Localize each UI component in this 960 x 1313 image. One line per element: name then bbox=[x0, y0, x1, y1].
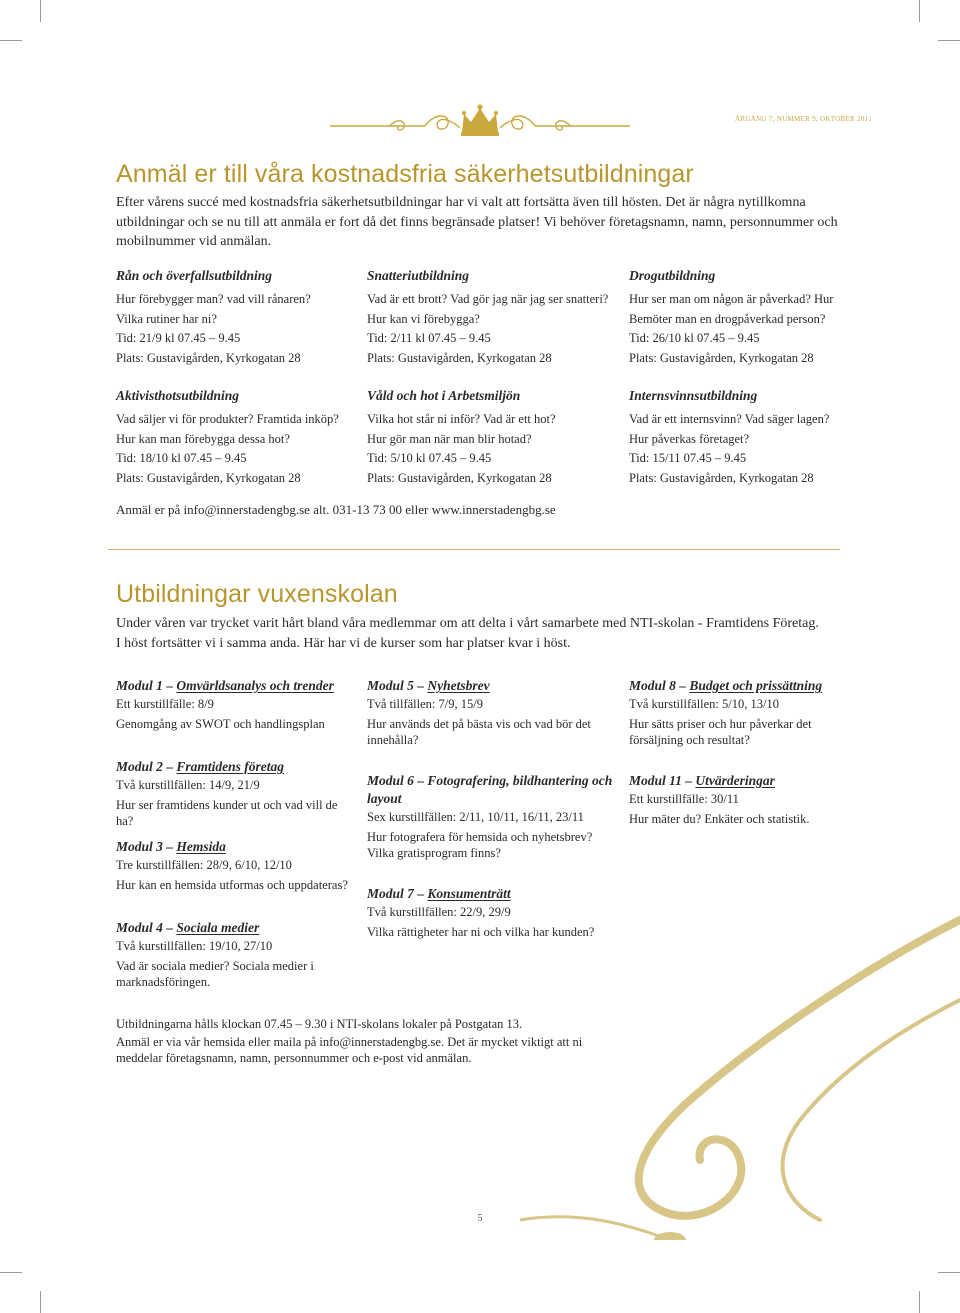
course-aktivisthot bbox=[116, 388, 339, 488]
course-line: Vad är ett internsvinn? Vad säger lagen? bbox=[629, 412, 830, 426]
footer-note: meddelar företagsnamn, namn, personnummer och e-post vid anmälan. bbox=[116, 1051, 472, 1065]
intro-line: utbildningar och se nu till att anmäla er fort då det finns begränsade platser! Vi behöver företagsnamn, namn, personnummer och bbox=[116, 214, 838, 230]
crop-mark bbox=[919, 0, 920, 22]
module-line: Två tillfällen: 7/9, 15/9 bbox=[367, 697, 483, 711]
course-title: Internsvinnsutbildning bbox=[629, 388, 758, 403]
course-internsvinn bbox=[629, 388, 829, 488]
intro-line: Efter vårens succé med kostnadsfria säkerhetsutbildningar har vi valt att fortsätta även till hösten. Det är några nytillkomna bbox=[116, 195, 806, 210]
module-line: Hur fotografera för hemsida och nyhetsbrev? Vilka gratisprogram finns? bbox=[367, 829, 593, 860]
crown-ornament-icon bbox=[330, 100, 630, 145]
intro-line: Under våren var trycket varit hårt bland våra medlemmar om att delta i vårt samarbete med NTI-skolan - Framtidens Företag. bbox=[116, 616, 819, 631]
course-line: Vad säljer vi för produkter? Framtida inköp? bbox=[116, 412, 339, 426]
course-line: Hur påverkas företaget? bbox=[629, 431, 750, 446]
module-line: Ett kurstillfälle: 8/9 bbox=[116, 697, 214, 711]
module-name: Fotografering, bildhantering och layout bbox=[367, 773, 613, 806]
module-4: Modul 4 – Sociala medier Två kurstillfällen: 19/10, 27/10 Vad är sociala medier? Sociala medier i marknadsföringen. bbox=[116, 919, 348, 993]
module-number: Modul 5 bbox=[367, 678, 414, 693]
module-number: Modul 4 bbox=[116, 920, 163, 935]
intro-line: mobilnummer vid anmälan. bbox=[116, 234, 272, 249]
course-rån bbox=[116, 268, 311, 368]
section-divider bbox=[108, 549, 840, 550]
module-number: Modul 11 bbox=[629, 773, 682, 788]
course-title: Drogutbildning bbox=[629, 268, 716, 283]
decorative-swirl-icon bbox=[520, 800, 960, 1240]
crop-mark bbox=[40, 0, 41, 22]
crop-mark bbox=[40, 1291, 41, 1313]
course-line: Hur förebygger man? vad vill rånaren? bbox=[116, 292, 311, 306]
module-line: Två kurstillfällen: 19/10, 27/10 bbox=[116, 939, 273, 953]
section-intro bbox=[116, 193, 838, 252]
course-line: Tid: 26/10 kl 07.45 – 9.45 bbox=[629, 331, 760, 345]
module-line: Genomgång av SWOT och handlingsplan bbox=[116, 716, 325, 731]
course-line: Tid: 5/10 kl 07.45 – 9.45 bbox=[367, 451, 492, 465]
module-number: Modul 6 bbox=[367, 773, 414, 788]
course-line: Plats: Gustavigården, Kyrkogatan 28 bbox=[367, 350, 552, 365]
module-line: Hur ser framtidens kunder ut och vad vill de ha? bbox=[116, 797, 338, 828]
module-5: Modul 5 – Nyhetsbrev Två tillfällen: 7/9, 15/9 Hur används det på bästa vis och vad bör det innehålla? bbox=[367, 677, 607, 751]
module-line: Hur sätts priser och hur påverkar det försäljning och resultat? bbox=[629, 716, 812, 747]
course-line: Vad är ett brott? Vad gör jag när jag ser snatteri? bbox=[367, 292, 609, 306]
module-line: Ett kurstillfälle: 30/11 bbox=[629, 792, 739, 806]
intro-line: I höst fortsätter vi i samma anda. Här har vi de kurser som har platser kvar i höst. bbox=[116, 635, 571, 651]
module-7: Modul 7 – Konsumenträtt Två kurstillfällen: 22/9, 29/9 Vilka rättigheter har ni och vilka har kunden? bbox=[367, 885, 617, 943]
section-heading: Anmäl er till våra kostnadsfria säkerhetsutbildningar bbox=[116, 160, 694, 188]
module-2: Modul 2 – Framtidens företag Två kurstillfällen: 14/9, 21/9 Hur ser framtidens kunder ut och vad vill de ha? bbox=[116, 758, 356, 832]
course-snatteri bbox=[367, 268, 608, 368]
crop-mark bbox=[938, 1272, 960, 1273]
footer-note: Utbildningarna hålls klockan 07.45 – 9.30 i NTI-skolans lokaler på Postgatan 13. bbox=[116, 1017, 523, 1031]
module-line: Två kurstillfällen: 14/9, 21/9 bbox=[116, 778, 260, 792]
module-name: Nyhetsbrev bbox=[427, 678, 490, 693]
course-line: Plats: Gustavigården, Kyrkogatan 28 bbox=[367, 470, 552, 485]
course-line: Plats: Gustavigården, Kyrkogatan 28 bbox=[116, 470, 301, 485]
module-name: Sociala medier bbox=[176, 920, 260, 935]
section-intro bbox=[116, 614, 819, 653]
module-line: Hur kan en hemsida utformas och uppdateras? bbox=[116, 877, 348, 892]
module-line: Hur används det på bästa vis och vad bör det innehålla? bbox=[367, 716, 591, 747]
course-title: Våld och hot i Arbetsmiljön bbox=[367, 388, 521, 403]
crop-mark bbox=[0, 40, 22, 41]
module-number: Modul 3 bbox=[116, 839, 163, 854]
module-name: Utvärderingar bbox=[695, 773, 775, 788]
page-number: 5 bbox=[477, 1213, 483, 1224]
course-line: Bemöter man en drogpåverkad person? bbox=[629, 311, 826, 326]
module-line: Sex kurstillfällen: 2/11, 10/11, 16/11, 23/11 bbox=[367, 810, 584, 824]
module-3: Modul 3 – Hemsida Tre kurstillfällen: 28/9, 6/10, 12/10 Hur kan en hemsida utformas och uppdateras? bbox=[116, 838, 356, 896]
module-line: Tre kurstillfällen: 28/9, 6/10, 12/10 bbox=[116, 858, 292, 872]
course-title: Rån och överfallsutbildning bbox=[116, 268, 273, 283]
course-line: Tid: 2/11 kl 07.45 – 9.45 bbox=[367, 331, 491, 345]
module-line: Vad är sociala medier? Sociala medier i marknadsföringen. bbox=[116, 958, 314, 989]
crop-mark bbox=[938, 40, 960, 41]
course-line: Hur gör man när man blir hotad? bbox=[367, 431, 532, 446]
module-6: Modul 6 – Fotografering, bildhantering och layout Sex kurstillfällen: 2/11, 10/11, 16/11, 23/11 Hur fotografera för hemsida och nyhetsbrev? Vilka gratisprogram finns? bbox=[367, 772, 617, 864]
module-line: Hur mäter du? Enkäter och statistik. bbox=[629, 811, 810, 826]
course-line: Plats: Gustavigården, Kyrkogatan 28 bbox=[629, 350, 814, 365]
module-name: Omvärldsanalys och trender bbox=[176, 678, 334, 693]
module-name: Framtidens företag bbox=[176, 759, 285, 774]
course-line: Vilka rutiner har ni? bbox=[116, 311, 217, 326]
course-title: Aktivisthotsutbildning bbox=[116, 388, 240, 403]
issue-label: ÅRGÅNG 7, NUMMER 9, OKTOBER 2011 bbox=[735, 115, 872, 123]
course-line: Tid: 15/11 07.45 – 9.45 bbox=[629, 451, 747, 465]
course-line: Hur ser man om någon är påverkad? Hur bbox=[629, 292, 834, 306]
module-number: Modul 2 bbox=[116, 759, 163, 774]
module-name: Budget och prissättning bbox=[689, 678, 823, 693]
module-number: Modul 8 bbox=[629, 678, 676, 693]
course-line: Vilka hot står ni inför? Vad är ett hot? bbox=[367, 412, 556, 426]
section-heading: Utbildningar vuxenskolan bbox=[116, 580, 398, 608]
crop-mark bbox=[0, 1272, 22, 1273]
module-8: Modul 8 – Budget och prissättning Två kurstillfällen: 5/10, 13/10 Hur sätts priser och hur påverkar det försäljning och resultat? bbox=[629, 677, 847, 751]
footer-note: Anmäl er via vår hemsida eller maila på info@innerstadengbg.se. Det är mycket viktigt att ni bbox=[116, 1035, 583, 1049]
module-name: Hemsida bbox=[176, 839, 226, 854]
course-title: Snatteriutbildning bbox=[367, 268, 470, 283]
course-drog bbox=[629, 268, 833, 368]
module-line: Två kurstillfällen: 22/9, 29/9 bbox=[367, 905, 511, 919]
module-name: Konsumenträtt bbox=[427, 886, 511, 901]
course-line: Tid: 21/9 kl 07.45 – 9.45 bbox=[116, 331, 241, 345]
module-11: Modul 11 – Utvärderingar Ett kurstillfälle: 30/11 Hur mäter du? Enkäter och statistik. bbox=[629, 772, 847, 830]
course-line: Tid: 18/10 kl 07.45 – 9.45 bbox=[116, 451, 247, 465]
crop-mark bbox=[919, 1291, 920, 1313]
course-line: Hur kan vi förebygga? bbox=[367, 311, 480, 326]
module-number: Modul 7 bbox=[367, 886, 414, 901]
signup-info: Anmäl er på info@innerstadengbg.se alt. 031-13 73 00 eller www.innerstadengbg.se bbox=[116, 502, 556, 517]
course-vald-och-hot bbox=[367, 388, 556, 488]
course-line: Plats: Gustavigården, Kyrkogatan 28 bbox=[116, 350, 301, 365]
module-line: Vilka rättigheter har ni och vilka har kunden? bbox=[367, 924, 595, 939]
module-1: Modul 1 – Omvärldsanalys och trender Ett kurstillfälle: 8/9 Genomgång av SWOT och handlingsplan bbox=[116, 677, 356, 735]
module-line: Två kurstillfällen: 5/10, 13/10 bbox=[629, 697, 779, 711]
module-number: Modul 1 bbox=[116, 678, 163, 693]
course-line: Hur kan man förebygga dessa hot? bbox=[116, 431, 290, 446]
course-line: Plats: Gustavigården, Kyrkogatan 28 bbox=[629, 470, 814, 485]
